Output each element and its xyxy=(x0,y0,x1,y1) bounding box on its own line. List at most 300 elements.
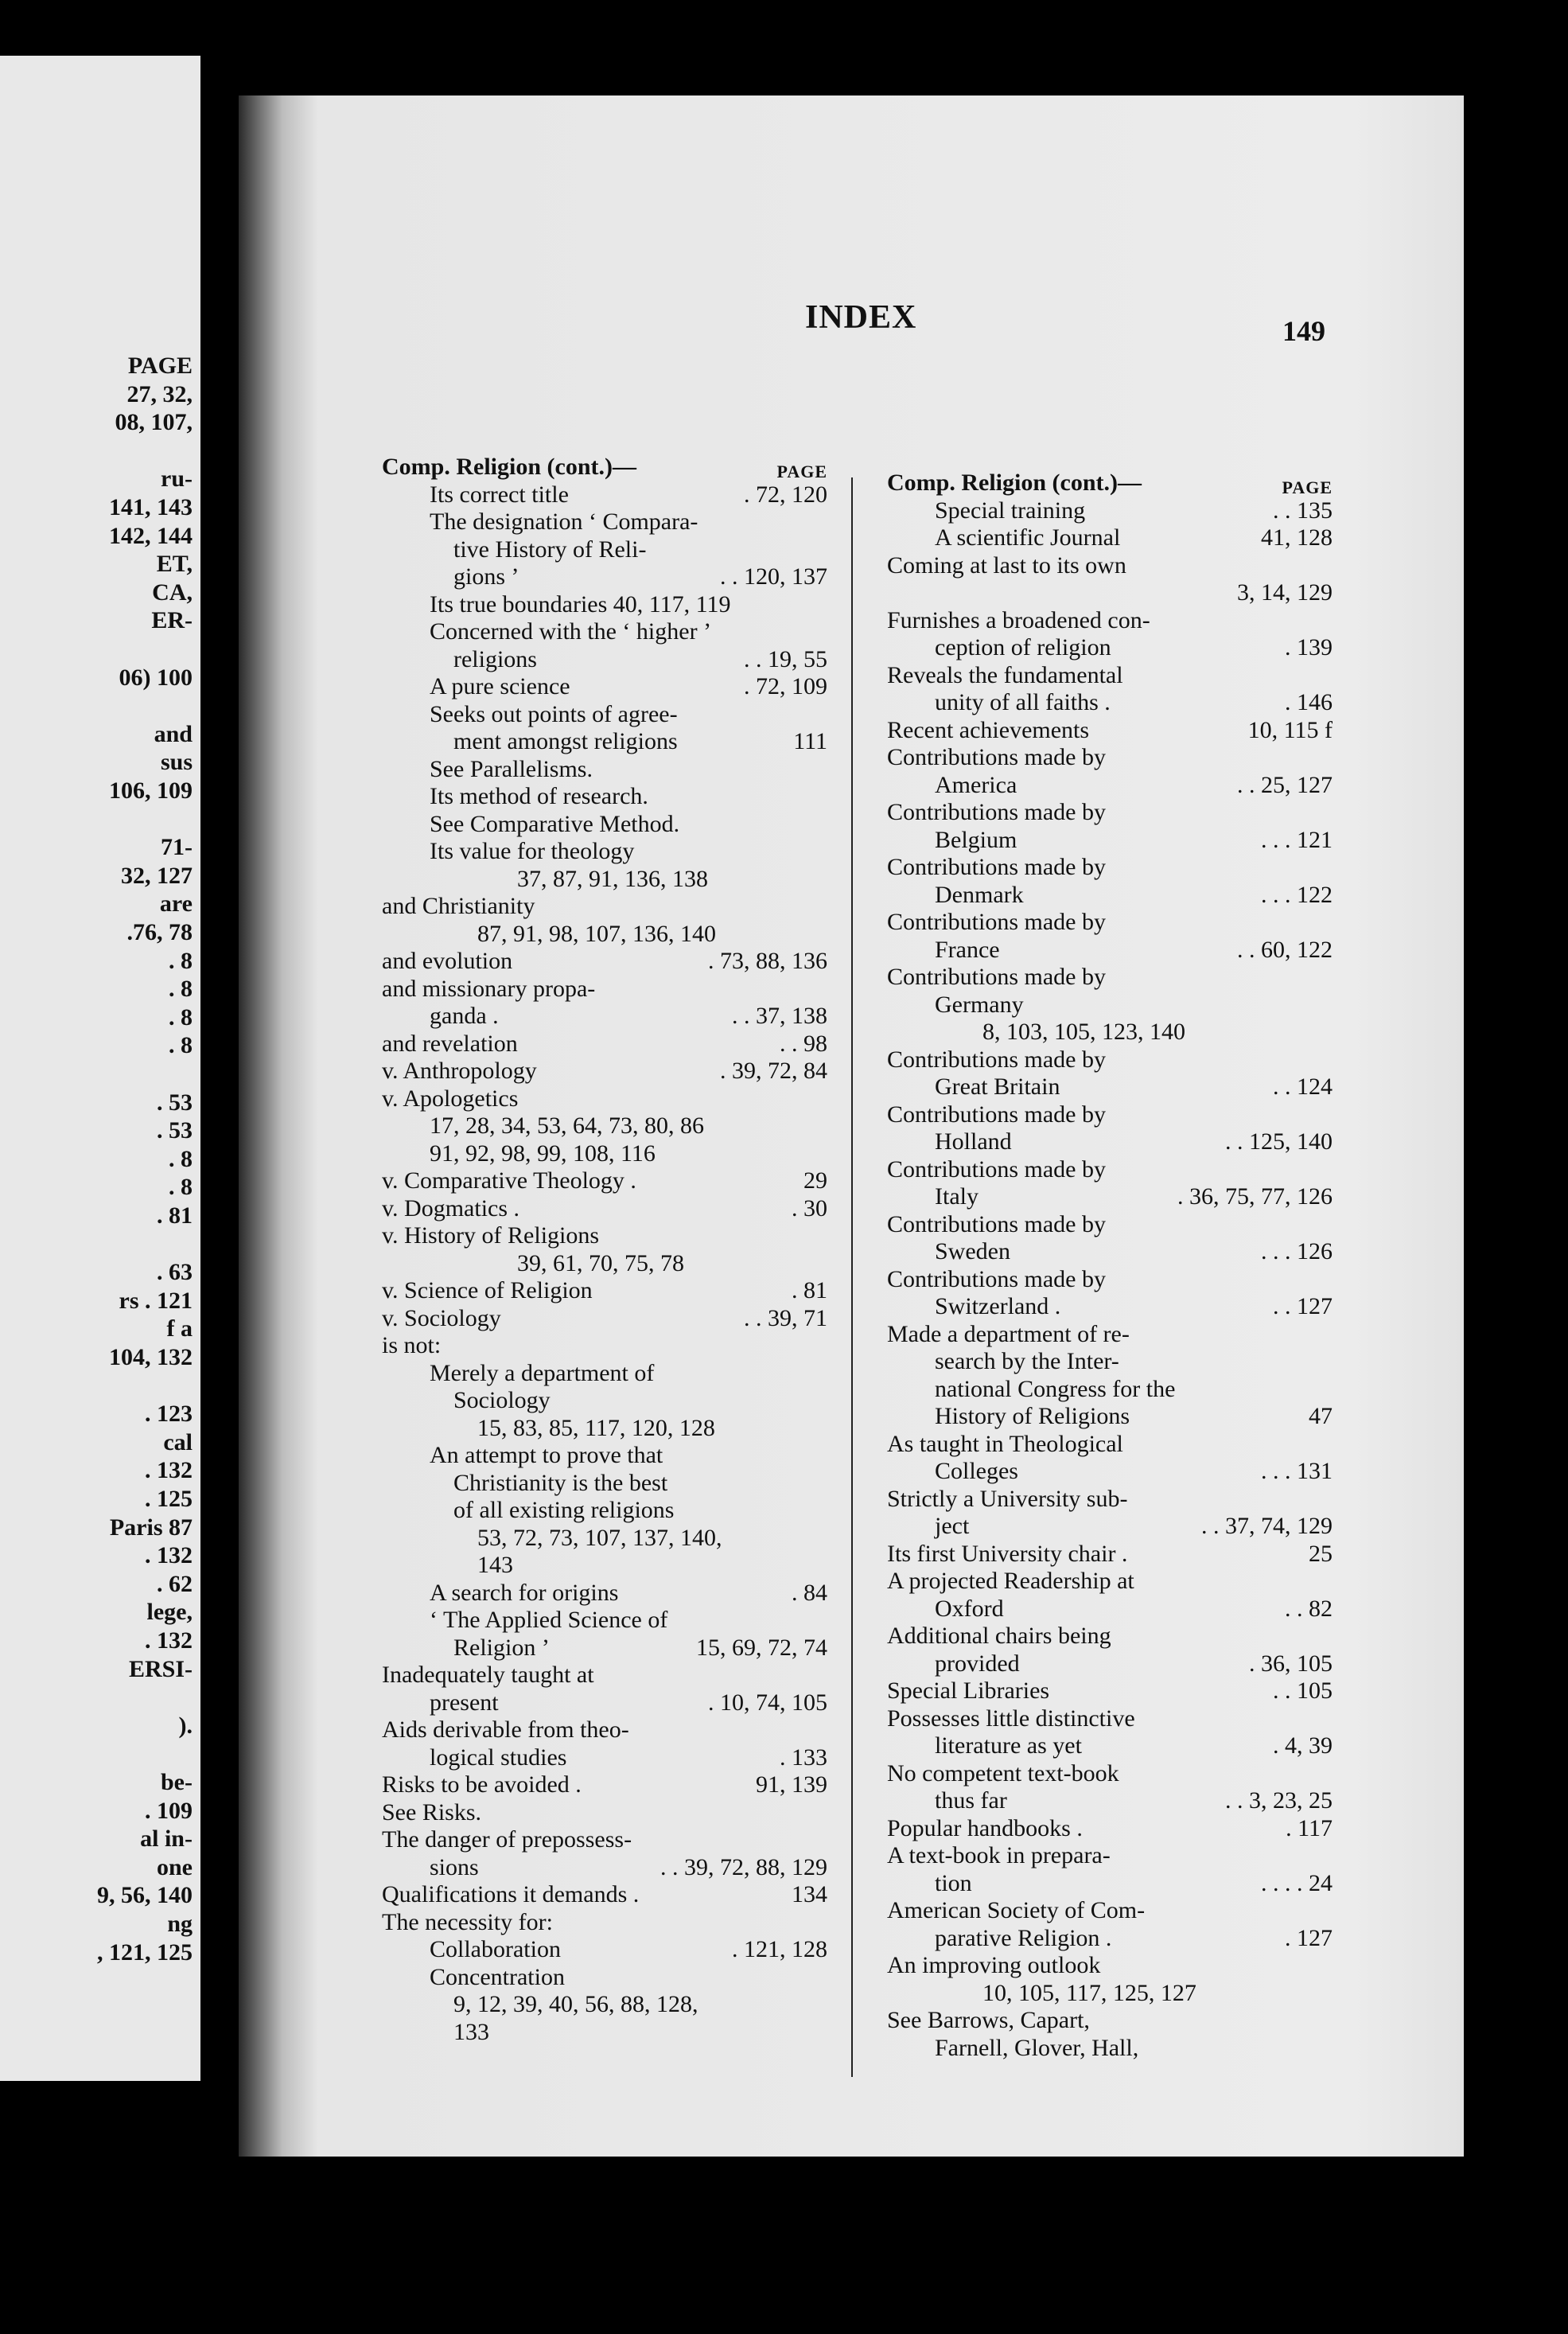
entry-text: France xyxy=(935,936,1000,963)
index-column-right xyxy=(887,470,1333,2062)
entry-text: Holland xyxy=(935,1128,1012,1155)
left-page-fragment: . 8 xyxy=(169,976,193,1003)
entry-text: History of Religions xyxy=(935,1403,1130,1429)
index-entry xyxy=(887,1128,1333,1156)
index-entry xyxy=(887,1541,1333,1568)
entry-page-refs: . . 120, 137 xyxy=(720,563,827,590)
entry-text: Christianity is the best xyxy=(453,1469,668,1496)
index-entry xyxy=(887,964,1333,992)
entry-page-refs: . 72, 109 xyxy=(744,673,827,699)
left-page-fragment: . 62 xyxy=(157,1570,193,1597)
left-page-fragment: . 53 xyxy=(157,1089,193,1116)
index-entry xyxy=(887,634,1333,662)
entry-text: sions xyxy=(430,1853,479,1880)
index-entry xyxy=(382,1470,827,1498)
entry-text: Contributions made by xyxy=(887,964,1106,990)
left-page-fragment: and xyxy=(154,720,193,747)
entry-page-refs: . . . 126 xyxy=(1261,1238,1333,1264)
index-entry xyxy=(887,744,1333,772)
entry-text: Farnell, Glover, Hall, xyxy=(935,2034,1139,2061)
index-entry xyxy=(887,827,1333,855)
entry-text: A pure science xyxy=(430,673,570,699)
entry-text: Belgium xyxy=(935,826,1017,853)
entry-page-refs: . 117 xyxy=(1286,1814,1333,1841)
entry-page-refs: . 133 xyxy=(780,1744,827,1771)
left-page-fragment: .76, 78 xyxy=(126,919,193,945)
index-entry xyxy=(887,1431,1333,1459)
index-entry xyxy=(887,1376,1333,1404)
entry-text: Contributions made by xyxy=(887,744,1106,770)
index-entry xyxy=(382,1222,827,1250)
entry-text: Special Libraries xyxy=(887,1677,1050,1704)
entry-text: Risks to be avoided . xyxy=(382,1771,582,1798)
entry-text: and evolution xyxy=(382,948,513,974)
entry-page-refs: . 36, 75, 77, 126 xyxy=(1177,1183,1333,1210)
entry-page-refs: . 4, 39 xyxy=(1273,1732,1333,1759)
entry-text: Contributions made by xyxy=(887,1155,1106,1183)
left-page-fragment: . 123 xyxy=(145,1401,193,1428)
entry-page-refs: . 36, 105 xyxy=(1249,1650,1333,1677)
index-entry xyxy=(887,2007,1333,2035)
entry-page-refs: 15, 69, 72, 74 xyxy=(696,1634,827,1661)
entry-text: The necessity for: xyxy=(382,1908,553,1935)
left-page-fragment: Paris 87 xyxy=(109,1514,193,1541)
entry-text: Made a department of re- xyxy=(887,1320,1130,1347)
column-divider xyxy=(851,477,853,2077)
entry-text: 9, 12, 39, 40, 56, 88, 128, xyxy=(453,1991,698,2017)
index-entry xyxy=(382,563,827,591)
entry-text: Contributions made by xyxy=(887,799,1106,825)
left-page-fragment: ). xyxy=(178,1712,193,1739)
entry-text: 133 xyxy=(453,2018,489,2045)
left-page-fragment: . 8 xyxy=(169,947,193,974)
entry-text: religions xyxy=(453,645,537,672)
column-heading xyxy=(887,470,1333,497)
left-page-fragment: . 8 xyxy=(169,1145,193,1172)
entry-text: Sociology xyxy=(453,1387,551,1413)
heading-text: Comp. Religion (cont.)— xyxy=(887,470,1142,496)
entry-page-refs: . 139 xyxy=(1285,634,1333,660)
index-entry xyxy=(382,1689,827,1717)
entry-text: A scientific Journal xyxy=(935,524,1121,551)
index-entry xyxy=(887,1815,1333,1843)
entry-text: Religion ’ xyxy=(453,1634,550,1661)
index-entry xyxy=(382,838,827,866)
entry-text: v. History of Religions xyxy=(382,1222,600,1249)
entry-page-refs: . 121, 128 xyxy=(732,1936,827,1962)
index-entry xyxy=(382,1003,827,1031)
entry-text: logical studies xyxy=(430,1744,567,1771)
entry-text: The designation ‘ Compara- xyxy=(430,508,698,535)
entry-text: Sweden xyxy=(935,1238,1010,1264)
left-page-fragment: sus xyxy=(160,749,193,776)
entry-page-refs: . . 124 xyxy=(1273,1073,1333,1100)
index-entry xyxy=(887,1019,1333,1046)
index-entry xyxy=(887,1732,1333,1760)
entry-page-refs: . . 37, 74, 129 xyxy=(1201,1513,1333,1539)
left-page-fragment: f a xyxy=(166,1315,193,1342)
page-label: PAGE xyxy=(1282,477,1333,497)
entry-text: present xyxy=(430,1689,499,1716)
entry-page-refs: 134 xyxy=(792,1881,827,1907)
index-entry xyxy=(382,1031,827,1058)
index-entry xyxy=(887,772,1333,800)
left-page-fragment: , 121, 125 xyxy=(97,1939,193,1966)
entry-text: Additional chairs being xyxy=(887,1623,1111,1649)
entry-text: An improving outlook xyxy=(887,1952,1101,1978)
entry-text: Popular handbooks . xyxy=(887,1814,1083,1841)
entry-text: Its method of research. xyxy=(430,783,648,809)
index-entry xyxy=(887,1321,1333,1349)
left-page-fragment: PAGE xyxy=(127,353,193,379)
index-entry xyxy=(887,1980,1333,2008)
page-title: INDEX xyxy=(805,299,917,336)
index-entry xyxy=(887,1046,1333,1074)
entry-text: v. Anthropology xyxy=(382,1058,537,1084)
index-entry xyxy=(382,921,827,949)
left-page-fragment: 9, 56, 140 xyxy=(97,1882,193,1909)
index-entry xyxy=(887,1952,1333,1980)
entry-text: Furnishes a broadened con- xyxy=(887,606,1150,633)
entry-page-refs: . . 127 xyxy=(1273,1293,1333,1319)
entry-text: v. Dogmatics . xyxy=(382,1194,520,1222)
entry-page-refs: 3, 14, 129 xyxy=(1237,579,1333,606)
index-entry xyxy=(887,1156,1333,1184)
index-entry xyxy=(382,1085,827,1113)
entry-text: Recent achievements xyxy=(887,716,1090,743)
entry-page-refs: . . . 121 xyxy=(1261,826,1333,853)
index-entry xyxy=(887,1677,1333,1705)
left-page-fragment: . 81 xyxy=(157,1202,193,1229)
left-page-fragment: . 8 xyxy=(169,1174,193,1201)
entry-page-refs: 91, 139 xyxy=(756,1771,827,1798)
index-entries xyxy=(382,481,827,2047)
entry-text: Reveals the fundamental xyxy=(887,661,1123,688)
index-entry xyxy=(887,1870,1333,1898)
page-label: PAGE xyxy=(776,462,827,481)
index-entry xyxy=(382,1305,827,1333)
entry-text: The danger of prepossess- xyxy=(382,1826,632,1853)
index-entry xyxy=(382,1662,827,1689)
entry-text: 17, 28, 34, 53, 64, 73, 80, 86 xyxy=(430,1112,704,1139)
index-entry xyxy=(382,618,827,646)
left-page-fragment: CA, xyxy=(152,579,193,606)
left-page-fragment: one xyxy=(157,1853,193,1880)
entry-text: and missionary propa- xyxy=(382,975,596,1002)
index-entry xyxy=(887,1238,1333,1266)
index-entry xyxy=(382,1497,827,1525)
left-page-fragment: . 132 xyxy=(145,1542,193,1569)
index-entry xyxy=(382,1360,827,1388)
entry-text: 10, 105, 117, 125, 127 xyxy=(982,1979,1196,2006)
index-entry xyxy=(382,1607,827,1635)
entry-page-refs: . . 105 xyxy=(1273,1677,1333,1704)
entry-text: v. Comparative Theology . xyxy=(382,1167,636,1194)
index-entry xyxy=(887,1403,1333,1431)
entry-text: Coming at last to its own xyxy=(887,551,1126,579)
entry-page-refs: . . 125, 140 xyxy=(1225,1128,1333,1155)
index-entry xyxy=(887,1348,1333,1376)
index-entry xyxy=(382,1112,827,1140)
left-page-fragment: 06) 100 xyxy=(119,664,193,691)
index-entry xyxy=(382,1991,827,2019)
index-column-left xyxy=(382,454,827,2046)
index-entry xyxy=(382,783,827,811)
index-entry xyxy=(887,1211,1333,1239)
entry-page-refs: . 72, 120 xyxy=(744,481,827,508)
entry-text: Colleges xyxy=(935,1458,1018,1484)
index-entry xyxy=(887,1101,1333,1129)
entry-text: Inadequately taught at xyxy=(382,1662,594,1688)
entry-page-refs: . . 39, 72, 88, 129 xyxy=(660,1853,827,1880)
entry-text: Great Britain xyxy=(935,1073,1060,1100)
entry-text: Aids derivable from theo- xyxy=(382,1716,629,1743)
left-page-fragment: 106, 109 xyxy=(109,777,193,804)
entry-text: Special training xyxy=(935,497,1086,524)
index-entry xyxy=(382,673,827,701)
entry-text: ception of religion xyxy=(935,634,1111,660)
entry-text: Its first University chair . xyxy=(887,1540,1128,1567)
index-entry xyxy=(887,992,1333,1019)
entry-text: No competent text-book xyxy=(887,1759,1119,1787)
left-page-fragment: 27, 32, xyxy=(126,380,193,407)
index-entry xyxy=(887,1623,1333,1650)
index-entry xyxy=(887,689,1333,717)
index-entry xyxy=(382,1964,827,1992)
entry-text: Oxford xyxy=(935,1595,1004,1622)
entry-text: Merely a department of xyxy=(430,1359,655,1386)
index-entry xyxy=(382,1936,827,1964)
left-page-fragment: . 132 xyxy=(145,1627,193,1654)
entry-text: America xyxy=(935,771,1017,798)
left-page-fragment: ET, xyxy=(156,551,193,578)
entry-text: Its value for theology xyxy=(430,838,635,864)
left-page-fragment: rs . 121 xyxy=(119,1287,193,1314)
index-entry xyxy=(887,1568,1333,1596)
entry-page-refs: . . . 122 xyxy=(1261,881,1333,908)
index-entry xyxy=(382,1415,827,1443)
entry-text: 143 xyxy=(477,1552,513,1578)
entry-text: Denmark xyxy=(935,881,1024,908)
entry-text: 15, 83, 85, 117, 120, 128 xyxy=(477,1414,715,1441)
index-entry xyxy=(382,1799,827,1827)
entry-page-refs: . . . 131 xyxy=(1261,1458,1333,1484)
left-page-fragment: 141, 143 xyxy=(109,494,193,520)
entry-text: search by the Inter- xyxy=(935,1348,1119,1374)
index-entry xyxy=(382,976,827,1003)
entry-text: See Risks. xyxy=(382,1798,482,1826)
entry-page-refs: 41, 128 xyxy=(1261,524,1333,551)
index-entry xyxy=(382,893,827,921)
entry-text: unity of all faiths . xyxy=(935,689,1111,715)
left-page-fragment: cal xyxy=(163,1428,193,1455)
index-entry xyxy=(382,1909,827,1937)
entry-text: 87, 91, 98, 107, 136, 140 xyxy=(477,920,716,947)
index-entry xyxy=(887,524,1333,552)
index-entry xyxy=(382,1854,827,1882)
entry-text: v. Sociology xyxy=(382,1304,501,1331)
index-entry xyxy=(382,1277,827,1305)
entry-text: Contributions made by xyxy=(887,854,1106,880)
index-entry xyxy=(887,854,1333,882)
previous-page-edge xyxy=(0,56,200,2081)
left-page-fragment: ng xyxy=(167,1911,193,1937)
index-entry xyxy=(887,909,1333,937)
entry-text: ment amongst religions xyxy=(453,728,678,754)
entry-text: 39, 61, 70, 75, 78 xyxy=(517,1249,684,1276)
entry-page-refs: . 39, 72, 84 xyxy=(720,1058,827,1084)
entry-text: Qualifications it demands . xyxy=(382,1881,640,1907)
index-entry xyxy=(382,1771,827,1799)
entry-page-refs: . . 135 xyxy=(1273,497,1333,524)
left-page-fragment: 71- xyxy=(161,834,193,861)
index-entry xyxy=(382,1250,827,1278)
index-entry xyxy=(382,1580,827,1607)
index-entry xyxy=(887,1073,1333,1101)
entry-text: Strictly a University sub- xyxy=(887,1485,1128,1512)
entry-text: Its correct title xyxy=(430,481,569,508)
entry-text: tion xyxy=(935,1869,972,1896)
entry-text: Possesses little distinctive xyxy=(887,1705,1135,1732)
entry-text: v. Science of Religion xyxy=(382,1277,593,1303)
entry-page-refs: . . 82 xyxy=(1285,1595,1333,1622)
entry-text: An attempt to prove that xyxy=(430,1442,663,1468)
entry-page-refs: . . 3, 23, 25 xyxy=(1225,1787,1333,1814)
index-entry xyxy=(382,1195,827,1223)
entry-text: Collaboration xyxy=(430,1936,561,1962)
index-entry xyxy=(887,497,1333,525)
left-page-fragment: ru- xyxy=(161,466,193,493)
index-entry xyxy=(887,1925,1333,1953)
index-entry xyxy=(887,552,1333,580)
entry-text xyxy=(887,579,893,606)
entry-page-refs: . . 25, 127 xyxy=(1237,771,1333,798)
entry-text: gions ’ xyxy=(453,563,519,590)
index-entry xyxy=(382,701,827,729)
entry-text: Contributions made by xyxy=(887,1101,1106,1128)
left-page-fragment: . 8 xyxy=(169,1003,193,1031)
index-entry xyxy=(382,948,827,976)
index-entry xyxy=(887,1650,1333,1678)
page-number: 149 xyxy=(1282,315,1325,347)
entry-text: See Parallelisms. xyxy=(430,755,593,782)
index-entry xyxy=(887,1705,1333,1733)
left-page-fragment: . 63 xyxy=(157,1259,193,1286)
entry-text: is not: xyxy=(382,1332,442,1358)
index-entry xyxy=(887,1486,1333,1514)
left-page-fragment: be- xyxy=(161,1769,193,1795)
left-page-fragment: . 53 xyxy=(157,1117,193,1144)
entry-text: v. Apologetics xyxy=(382,1085,519,1112)
left-page-fragment: al in- xyxy=(140,1826,193,1853)
index-entry xyxy=(887,1596,1333,1623)
index-entry xyxy=(382,536,827,564)
entry-text: Contributions made by xyxy=(887,1046,1106,1073)
entry-text: Contributions made by xyxy=(887,1210,1106,1237)
index-entry xyxy=(382,1744,827,1772)
entry-page-refs: . . 98 xyxy=(780,1030,827,1057)
index-entry xyxy=(382,1058,827,1085)
entry-text: of all existing religions xyxy=(453,1497,675,1523)
entry-text: Contributions made by xyxy=(887,909,1106,935)
entry-text: national Congress for the xyxy=(935,1375,1176,1402)
index-entry xyxy=(382,1635,827,1662)
entry-text: and Christianity xyxy=(382,893,535,919)
index-entry xyxy=(382,1552,827,1580)
index-entry xyxy=(382,1525,827,1553)
index-entries xyxy=(887,497,1333,2063)
entry-page-refs: . 146 xyxy=(1285,689,1333,715)
entry-page-refs: 47 xyxy=(1309,1403,1333,1429)
left-page-fragment: 08, 107, xyxy=(115,409,193,436)
entry-page-refs: . . 19, 55 xyxy=(744,645,827,672)
entry-page-refs: 111 xyxy=(793,728,827,754)
entry-page-refs: . 127 xyxy=(1285,1924,1333,1951)
entry-text: See Barrows, Capart, xyxy=(887,2007,1090,2033)
entry-text: Seeks out points of agree- xyxy=(430,700,678,727)
entry-text: provided xyxy=(935,1650,1020,1677)
entry-page-refs: . . . . 24 xyxy=(1261,1869,1333,1896)
index-entry xyxy=(382,1140,827,1168)
index-entry xyxy=(887,579,1333,607)
index-entry xyxy=(382,756,827,784)
entry-text: ganda . xyxy=(430,1003,499,1029)
entry-text: Concerned with the ‘ higher ’ xyxy=(430,618,712,645)
index-entry xyxy=(887,1458,1333,1486)
entry-page-refs: . 73, 88, 136 xyxy=(708,948,827,974)
entry-text: A search for origins xyxy=(430,1579,619,1606)
left-page-fragment: . 8 xyxy=(169,1032,193,1059)
index-entry xyxy=(382,1826,827,1854)
entry-text: 91, 92, 98, 99, 108, 116 xyxy=(430,1140,656,1167)
left-page-fragment: . 109 xyxy=(145,1797,193,1824)
entry-text: parative Religion . xyxy=(935,1924,1112,1951)
left-page-fragment: . 132 xyxy=(145,1457,193,1484)
index-entry xyxy=(382,2019,827,2047)
heading-text: Comp. Religion (cont.)— xyxy=(382,454,636,480)
index-entry xyxy=(887,717,1333,745)
index-entry xyxy=(382,811,827,839)
index-entry xyxy=(887,1760,1333,1788)
index-page xyxy=(239,95,1464,2157)
index-entry xyxy=(382,1332,827,1360)
index-entry xyxy=(887,799,1333,827)
entry-text: A text-book in prepara- xyxy=(887,1842,1111,1868)
entry-text: tive History of Reli- xyxy=(453,536,647,563)
entry-text: ‘ The Applied Science of xyxy=(430,1607,668,1633)
index-entry xyxy=(887,937,1333,964)
entry-page-refs: . 30 xyxy=(792,1194,827,1222)
entry-page-refs: 25 xyxy=(1309,1540,1333,1567)
entry-page-refs: . 10, 74, 105 xyxy=(708,1689,827,1716)
index-entry xyxy=(887,1513,1333,1541)
entry-text: Italy xyxy=(935,1183,979,1210)
index-entry xyxy=(382,728,827,756)
entry-page-refs: . 81 xyxy=(792,1277,827,1303)
left-page-fragment: 32, 127 xyxy=(121,862,193,889)
index-entry xyxy=(887,2035,1333,2063)
index-entry xyxy=(382,1716,827,1744)
entry-text: ject xyxy=(935,1513,970,1539)
entry-text: Germany xyxy=(935,991,1024,1018)
column-heading xyxy=(382,454,827,481)
index-entry xyxy=(382,481,827,509)
index-entry xyxy=(382,1881,827,1909)
entry-page-refs: . . 39, 71 xyxy=(744,1304,827,1331)
index-entry xyxy=(887,1897,1333,1925)
index-entry xyxy=(887,607,1333,635)
index-entry xyxy=(887,882,1333,910)
